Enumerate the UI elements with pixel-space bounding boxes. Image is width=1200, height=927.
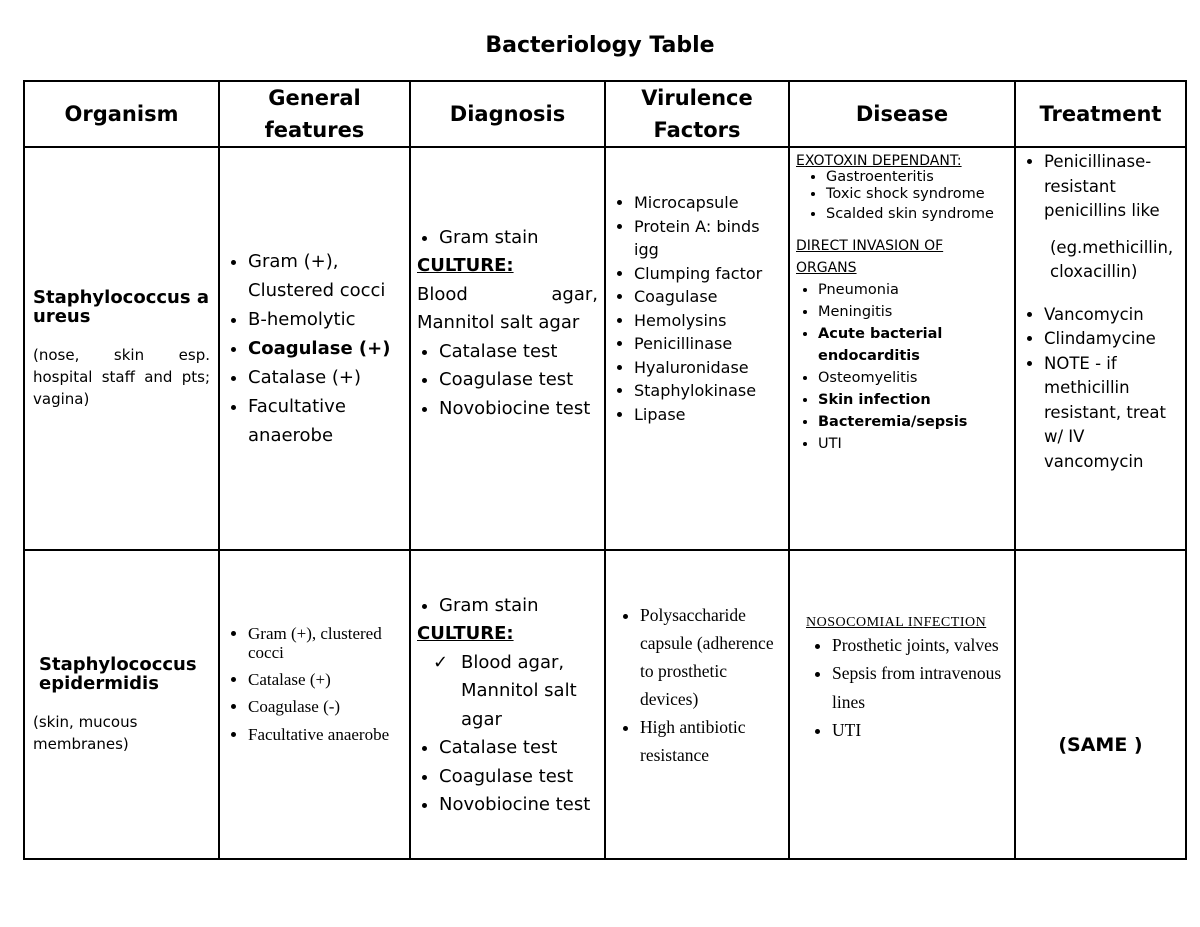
list-item: • Facultative anaerobe: [248, 720, 403, 750]
header-treatment: Treatment: [1015, 81, 1186, 147]
list-item: • Hemolysins: [634, 309, 782, 333]
treatment-list: [1022, 150, 1179, 474]
list-item: • Sepsis from intravenous lines: [832, 659, 1008, 716]
invasion-heading: DIRECT INVASION OF ORGANS: [796, 238, 944, 276]
diagnosis-tests-list: [417, 734, 598, 820]
list-item: • UTI: [832, 716, 1008, 745]
treatment-cell: [1015, 147, 1186, 550]
exotoxin-heading: EXOTOXIN DEPENDANT:: [796, 153, 962, 169]
list-item: • Coagulase: [634, 285, 782, 309]
list-item: [433, 649, 598, 735]
list-item: • Pneumonia: [818, 279, 1008, 301]
culture-text: Blood agar, Mannitol salt agar: [417, 283, 598, 334]
list-item: • NOTE - if methicillin resistant, treat w/ IV vancomycin: [1044, 352, 1179, 475]
virulence-factors-cell: [605, 147, 789, 550]
organism-note: (nose, skin esp. hospital staff and pts; vagina): [33, 345, 210, 408]
list-item: • Gram (+), clustered cocci: [248, 619, 403, 666]
diagnosis-cell: [410, 550, 605, 859]
disease-cell: [789, 550, 1015, 859]
list-item: • Catalase test: [439, 734, 598, 763]
general-features-list: [226, 247, 403, 450]
table-row-staph-aureus: [24, 147, 1186, 550]
general-features-cell: [219, 550, 410, 859]
list-item: • Gastroenteritis: [826, 169, 1008, 186]
list-item: • Microcapsule: [634, 191, 782, 215]
list-item: [1044, 150, 1179, 285]
header-organism: Organism: [24, 81, 219, 147]
list-item: • Osteomyelitis: [818, 367, 1008, 389]
treatment-same: (SAME ): [1058, 733, 1143, 756]
treatment-example: (eg.methicillin, cloxacillin): [1050, 237, 1174, 281]
invasion-list: [796, 279, 1008, 455]
list-item: • Vancomycin: [1044, 303, 1179, 328]
list-item: • Bacteremia/sepsis: [818, 411, 1008, 433]
list-item: • Penicillinase: [634, 332, 782, 356]
culture-label: CULTURE:: [417, 255, 514, 277]
organism-cell: [24, 550, 219, 859]
list-item: • Catalase (+): [248, 363, 403, 392]
list-item: • Protein A: binds igg: [634, 215, 782, 262]
list-item: • Gram (+), Clustered cocci: [248, 247, 403, 305]
header-general-features: General features: [219, 81, 410, 147]
list-item: • Novobiocine test: [439, 395, 598, 424]
diagnosis-cell: [410, 147, 605, 550]
nosocomial-list: [796, 631, 1008, 745]
list-item: • Coagulase (-): [248, 693, 403, 720]
list-item: • Hyaluronidase: [634, 356, 782, 380]
page-title: Bacteriology Table: [485, 33, 715, 58]
list-item: • Acute bacterial endocarditis: [818, 323, 1008, 367]
list-item: • Toxic shock syndrome: [826, 186, 1008, 203]
diagnosis-stain-list: [417, 592, 598, 621]
organism-name: Staphylococcus epidermidis: [39, 653, 197, 694]
list-item: • UTI: [818, 433, 1008, 455]
culture-item: Blood agar, Mannitol salt agar: [461, 651, 577, 730]
organism-name: Staphylococcus aureus: [33, 286, 210, 327]
bacteriology-table: [23, 80, 1187, 860]
diagnosis-stain-list: [417, 224, 598, 253]
virulence-factors-list: [612, 601, 782, 769]
general-features-list: [226, 619, 403, 750]
list-item: • B-hemolytic: [248, 305, 403, 334]
disease-cell: [789, 147, 1015, 550]
table-row-staph-epidermidis: [24, 550, 1186, 859]
list-item: • Scalded skin syndrome: [826, 203, 1008, 225]
list-item: • High antibiotic resistance: [640, 713, 782, 769]
list-item: • Lipase: [634, 403, 782, 427]
list-item: • Gram stain: [439, 592, 598, 621]
list-item: • Skin infection: [818, 389, 1008, 411]
exotoxin-list: [804, 169, 1008, 225]
list-item: • Staphylokinase: [634, 379, 782, 403]
header-disease: Disease: [789, 81, 1015, 147]
diagnosis-tests-list: [417, 338, 598, 424]
list-item: • Catalase test: [439, 338, 598, 367]
list-item: • Coagulase (+): [248, 334, 403, 363]
organism-cell: [24, 147, 219, 550]
general-features-cell: [219, 147, 410, 550]
list-item: • Novobiocine test: [439, 791, 598, 820]
list-item: • Facultative anaerobe: [248, 392, 403, 450]
header-virulence-factors: Virulence Factors: [605, 81, 789, 147]
header-row: [24, 81, 1186, 147]
culture-check-list: [433, 649, 598, 735]
nosocomial-heading: NOSOCOMIAL INFECTION: [806, 614, 987, 630]
list-item: • Prosthetic joints, valves: [832, 631, 1008, 660]
virulence-factors-list: [612, 191, 782, 426]
list-item: • Coagulase test: [439, 763, 598, 792]
header-diagnosis: Diagnosis: [410, 81, 605, 147]
list-item: • Meningitis: [818, 301, 1008, 323]
treatment-item: Penicillinase-resistant penicillins like: [1044, 152, 1160, 220]
organism-note: (skin, mucous membranes): [33, 712, 138, 753]
list-item: • Coagulase test: [439, 366, 598, 395]
list-item: • Polysaccharide capsule (adherence to prosthetic devices): [640, 601, 782, 713]
culture-label: CULTURE:: [417, 623, 514, 644]
list-item: • Clumping factor: [634, 262, 782, 286]
list-item: • Clindamycine: [1044, 327, 1179, 352]
check-icon: ✓: [433, 651, 449, 673]
list-item: • Gram stain: [439, 224, 598, 253]
treatment-cell: [1015, 550, 1186, 859]
list-item: • Catalase (+): [248, 666, 403, 693]
virulence-factors-cell: [605, 550, 789, 859]
